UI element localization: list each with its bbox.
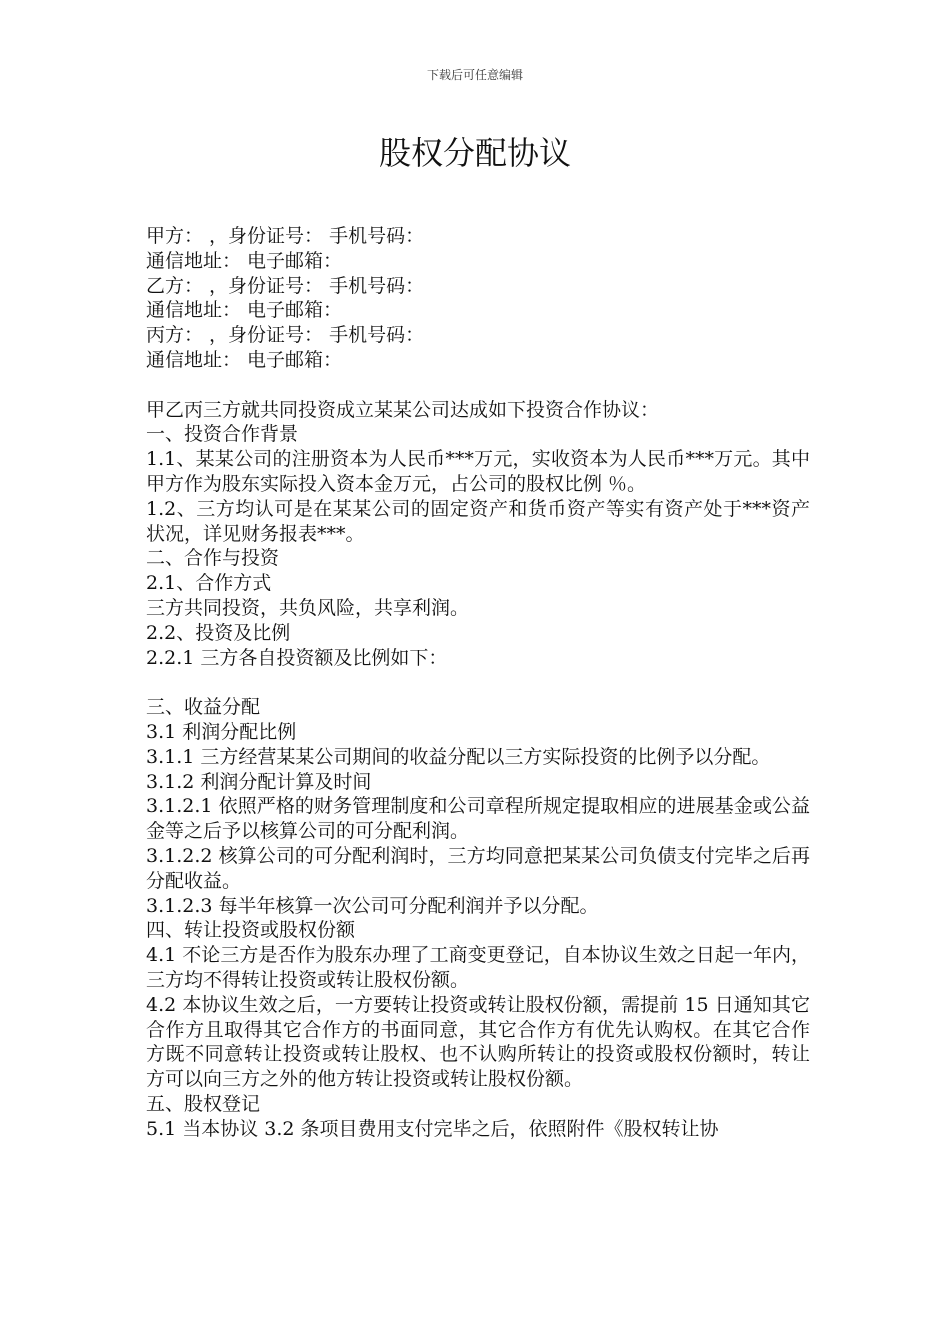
- party-b-line: 乙方： ，身份证号： 手机号码：: [146, 274, 425, 297]
- party-a-address-line: 通信地址： 电子邮箱：: [146, 249, 343, 272]
- intro-paragraph: 甲乙丙三方就共同投资成立某某公司达成如下投资合作协议：: [146, 398, 660, 421]
- clause-2-2-1: 2.2.1 三方各自投资额及比例如下：: [146, 646, 448, 669]
- section-5-heading: 五、股权登记: [146, 1092, 261, 1115]
- clause-4-2: 4.2 本协议生效之后，一方要转让投资或转让股权份额，需提前 15 日通知其它合作方且取得其它合作方的书面同意，其它合作方有优先认购权。在其它合作方既不同意转让投资或转让股权、也不认购所转让的投资或股权份额时，转让方可以向三方之外的他方转让投资或转让股权份额。: [146, 993, 810, 1091]
- section-4-heading: 四、转让投资或股权份额: [146, 919, 356, 942]
- clause-3-1-2-heading: 3.1.2 利润分配计算及时间: [146, 770, 372, 793]
- clause-3-1-2-1: 3.1.2.1 依照严格的财务管理制度和公司章程所规定提取相应的进展基金或公益金等之后予以核算公司的可分配利润。: [146, 795, 810, 843]
- blank-line: [146, 670, 810, 695]
- clause-1-2: 1.2、三方均认可是在某某公司的固定资产和货币资产等实有资产处于***资产状况，详见财务报表***。: [146, 497, 810, 545]
- party-a-line: 甲方： ，身份证号： 手机号码：: [146, 225, 425, 247]
- clause-1-1: 1.1、某某公司的注册资本为人民币***万元，实收资本为人民币***万元。其中甲方作为股东实际投入资本金万元，占公司的股权比例 ％。: [146, 448, 810, 495]
- clause-3-1-1: 3.1.1 三方经营某某公司期间的收益分配以三方实际投资的比例予以分配。: [146, 745, 771, 768]
- clause-3-1-2-2: 3.1.2.2 核算公司的可分配利润时，三方均同意把某某公司负债支付完毕之后再分配收益。: [146, 844, 810, 892]
- party-b-address-line: 通信地址： 电子邮箱：: [146, 299, 343, 322]
- blank-line: [146, 373, 810, 398]
- section-2-heading: 二、合作与投资: [146, 547, 280, 570]
- party-c-address-line: 通信地址： 电子邮箱：: [146, 348, 343, 371]
- section-3-heading: 三、收益分配: [146, 696, 261, 719]
- document-title: 股权分配协议: [378, 134, 571, 172]
- clause-3-1-heading: 3.1 利润分配比例: [146, 720, 297, 743]
- header-note: 下载后可任意编辑: [426, 68, 523, 82]
- clause-2-1-text: 三方共同投资，共负风险，共享利润。: [146, 596, 470, 619]
- party-c-line: 丙方： ，身份证号： 手机号码：: [146, 324, 425, 347]
- document-body: [146, 224, 810, 1141]
- clause-3-1-2-3: 3.1.2.3 每半年核算一次公司可分配利润并予以分配。: [146, 894, 599, 917]
- section-1-heading: 一、投资合作背景: [146, 423, 299, 446]
- clause-2-1-heading: 2.1、合作方式: [146, 572, 272, 595]
- clause-2-2-heading: 2.2、投资及比例: [146, 621, 291, 644]
- clause-5-1: 5.1 当本协议 3.2 条项目费用支付完毕之后，依照附件《股权转让协: [146, 1117, 719, 1140]
- clause-4-1: 4.1 不论三方是否作为股东办理了工商变更登记，自本协议生效之日起一年内，三方均不得转让投资或转让股权份额。: [146, 944, 810, 991]
